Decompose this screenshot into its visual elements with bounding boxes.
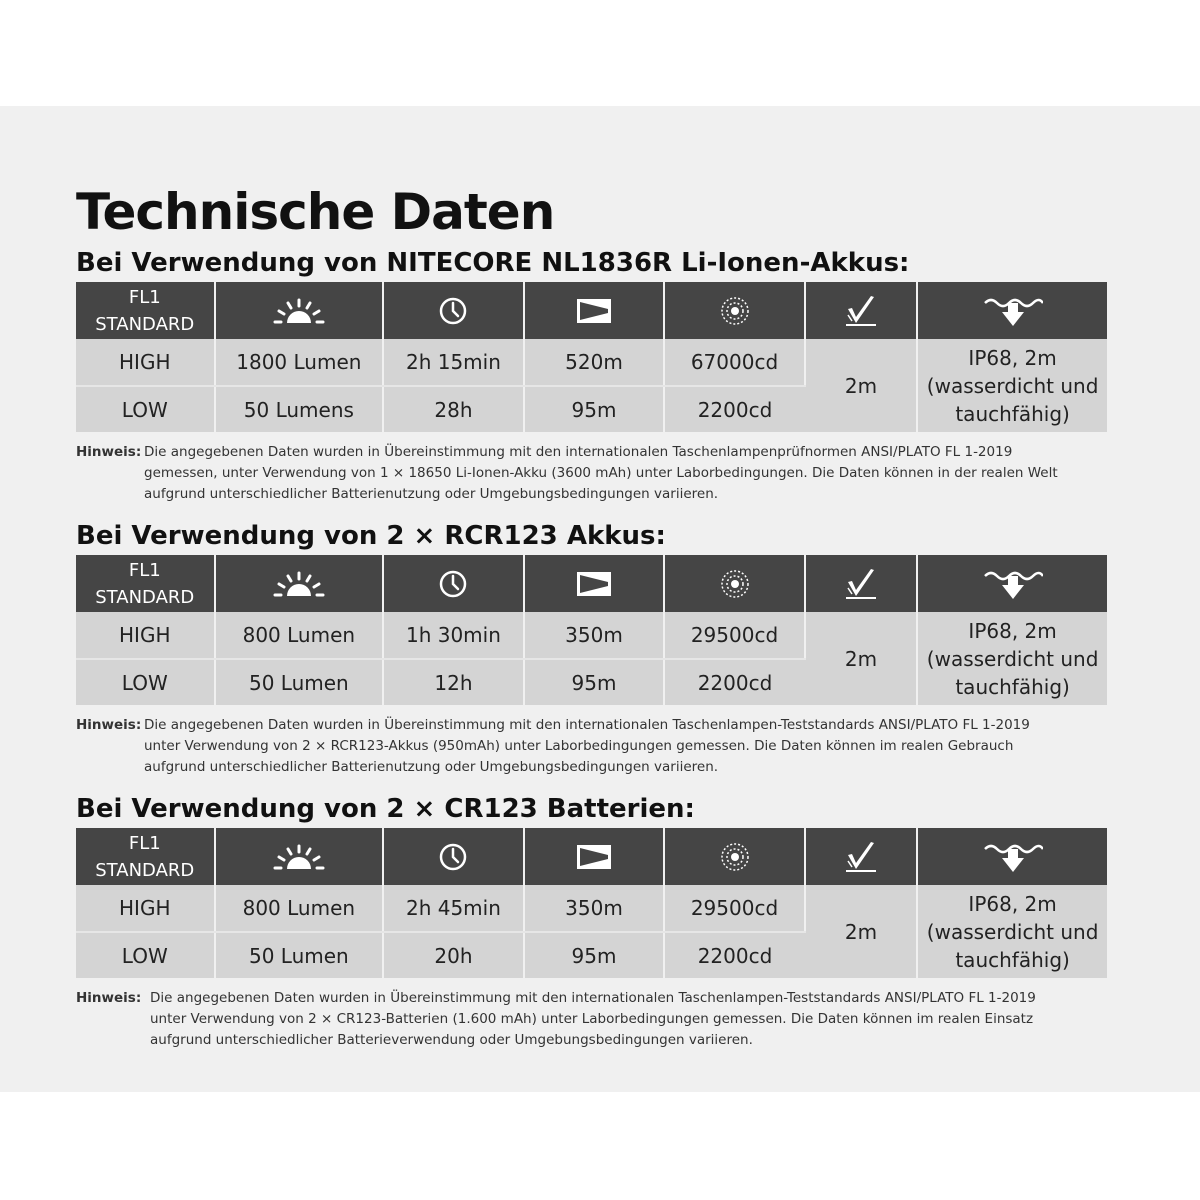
spec-value: 520m <box>524 339 665 386</box>
section-heading: Bei Verwendung von 2 × RCR123 Akkus: <box>76 521 666 551</box>
spec-value: 2h 45min <box>383 885 524 932</box>
ip-rating-line: tauchfähig) <box>955 674 1070 699</box>
spec-value: 50 Lumens <box>215 386 384 432</box>
brightness-header <box>215 282 384 339</box>
standard-label-line: STANDARD <box>95 586 195 608</box>
spec-value: 95m <box>524 659 665 705</box>
note-line: unter Verwendung von 2 × RCR123-Akkus (950mAh) unter Laborbedingungen gemessen. Die Daten können im realen Gebrauch <box>144 738 1014 754</box>
note-text <box>144 715 1114 778</box>
spec-value: 350m <box>524 885 665 932</box>
spec-table <box>76 555 1107 705</box>
spec-value: 2200cd <box>664 659 805 705</box>
table-row <box>76 612 1107 659</box>
note-line: aufgrund unterschiedlicher Batterieverwendung oder Umgebungsbedingungen variieren. <box>150 1032 753 1048</box>
ip-rating-line: IP68, 2m <box>968 345 1057 370</box>
spec-value: 12h <box>383 659 524 705</box>
beam-distance-icon <box>576 571 612 597</box>
ip-rating-line: (wasserdicht und <box>926 373 1099 398</box>
spec-value: 1800 Lumen <box>215 339 384 386</box>
standard-header <box>76 282 215 339</box>
note-line: Die angegebenen Daten wurden in Übereinstimmung mit den internationalen Taschenlampen-Teststandards ANSI/PLATO FL 1-2019 <box>144 717 1030 733</box>
note-text <box>144 442 1114 505</box>
mode-label: LOW <box>76 932 215 978</box>
ip-rating <box>917 885 1107 978</box>
table-row <box>76 339 1107 386</box>
ip-rating-line: tauchfähig) <box>955 401 1070 426</box>
impact-resistance-header <box>805 555 917 612</box>
spec-value: 29500cd <box>664 612 805 659</box>
table-header-row <box>76 282 1107 339</box>
impact-value: 2m <box>805 885 917 978</box>
ip-rating-text <box>918 890 1107 974</box>
impact-resistance-icon <box>844 295 878 327</box>
waterproof-header <box>917 282 1107 339</box>
standard-label-line: FL1 <box>128 286 161 308</box>
spec-value: 28h <box>383 386 524 432</box>
beam-distance-header <box>524 555 665 612</box>
mode-label: HIGH <box>76 612 215 659</box>
standard-header <box>76 555 215 612</box>
peak-intensity-header <box>664 282 805 339</box>
note-line: Die angegebenen Daten wurden in Übereinstimmung mit den internationalen Taschenlampenprüfnormen ANSI/PLATO FL 1-2019 <box>144 444 1013 460</box>
ip-rating-text <box>918 617 1107 701</box>
note-line: Die angegebenen Daten wurden in Übereinstimmung mit den internationalen Taschenlampen-Teststandards ANSI/PLATO FL 1-2019 <box>150 990 1036 1006</box>
section-heading: Bei Verwendung von NITECORE NL1836R Li-Ionen-Akkus: <box>76 248 910 278</box>
brightness-header <box>215 828 384 885</box>
ip-rating <box>917 339 1107 432</box>
peak-intensity-icon <box>719 295 751 327</box>
spec-table <box>76 282 1107 432</box>
ip-rating-line: (wasserdicht und <box>926 919 1099 944</box>
spec-value: 1h 30min <box>383 612 524 659</box>
spec-value: 50 Lumen <box>215 932 384 978</box>
impact-value: 2m <box>805 339 917 432</box>
spec-value: 20h <box>383 932 524 978</box>
mode-label: HIGH <box>76 885 215 932</box>
ip-rating-line: IP68, 2m <box>968 618 1057 643</box>
page-title: Technische Daten <box>76 183 555 241</box>
standard-label-line: FL1 <box>128 559 161 581</box>
spec-value: 800 Lumen <box>215 612 384 659</box>
beam-distance-icon <box>576 844 612 870</box>
runtime-clock-icon <box>438 842 468 872</box>
peak-intensity-icon <box>719 841 751 873</box>
spec-value: 29500cd <box>664 885 805 932</box>
table-header-row <box>76 555 1107 612</box>
spec-value: 95m <box>524 386 665 432</box>
brightness-icon <box>273 842 325 872</box>
ip-rating-line: (wasserdicht und <box>926 646 1099 671</box>
impact-value: 2m <box>805 612 917 705</box>
note-label: Hinweis: <box>76 990 142 1006</box>
runtime-clock-icon <box>438 296 468 326</box>
peak-intensity-icon <box>719 568 751 600</box>
standard-label-line: STANDARD <box>95 859 195 881</box>
note-line: unter Verwendung von 2 × CR123-Batterien (1.600 mAh) unter Laborbedingungen gemessen. Die Daten können im realen Einsatz <box>150 1011 1034 1027</box>
peak-intensity-header <box>664 828 805 885</box>
runtime-clock-header <box>383 828 524 885</box>
spec-value: 2200cd <box>664 932 805 978</box>
impact-resistance-icon <box>844 568 878 600</box>
brightness-icon <box>273 569 325 599</box>
runtime-clock-header <box>383 555 524 612</box>
table-header-row <box>76 828 1107 885</box>
beam-distance-header <box>524 828 665 885</box>
spec-value: 2h 15min <box>383 339 524 386</box>
peak-intensity-header <box>664 555 805 612</box>
note-line: gemessen, unter Verwendung von 1 × 18650 Li-Ionen-Akku (3600 mAh) unter Laborbedingungen. Die Daten können in der realen Welt <box>144 465 1058 481</box>
beam-distance-icon <box>576 298 612 324</box>
note-line: aufgrund unterschiedlicher Batterienutzung oder Umgebungsbedingungen variieren. <box>144 759 719 775</box>
impact-resistance-header <box>805 828 917 885</box>
impact-resistance-icon <box>844 841 878 873</box>
spec-value: 350m <box>524 612 665 659</box>
ip-rating-line: tauchfähig) <box>955 947 1070 972</box>
standard-header <box>76 828 215 885</box>
waterproof-icon <box>983 568 1043 600</box>
runtime-clock-icon <box>438 569 468 599</box>
beam-distance-header <box>524 282 665 339</box>
mode-label: LOW <box>76 386 215 432</box>
ip-rating-text <box>918 344 1107 428</box>
impact-resistance-header <box>805 282 917 339</box>
spec-value: 2200cd <box>664 386 805 432</box>
spec-value: 67000cd <box>664 339 805 386</box>
runtime-clock-header <box>383 282 524 339</box>
ip-rating-line: IP68, 2m <box>968 891 1057 916</box>
spec-table <box>76 828 1107 978</box>
standard-label <box>76 830 214 884</box>
note-text <box>150 988 1120 1051</box>
spec-value: 800 Lumen <box>215 885 384 932</box>
standard-label <box>76 284 214 338</box>
section-heading: Bei Verwendung von 2 × CR123 Batterien: <box>76 794 695 824</box>
note-label: Hinweis: <box>76 444 142 460</box>
table-row <box>76 885 1107 932</box>
waterproof-header <box>917 828 1107 885</box>
waterproof-icon <box>983 841 1043 873</box>
spec-value: 95m <box>524 932 665 978</box>
mode-label: LOW <box>76 659 215 705</box>
standard-label-line: STANDARD <box>95 313 195 335</box>
brightness-icon <box>273 296 325 326</box>
standard-label <box>76 557 214 611</box>
spec-value: 50 Lumen <box>215 659 384 705</box>
waterproof-header <box>917 555 1107 612</box>
mode-label: HIGH <box>76 339 215 386</box>
note-label: Hinweis: <box>76 717 142 733</box>
waterproof-icon <box>983 295 1043 327</box>
ip-rating <box>917 612 1107 705</box>
brightness-header <box>215 555 384 612</box>
standard-label-line: FL1 <box>128 832 161 854</box>
note-line: aufgrund unterschiedlicher Batterienutzung oder Umgebungsbedingungen variieren. <box>144 486 719 502</box>
